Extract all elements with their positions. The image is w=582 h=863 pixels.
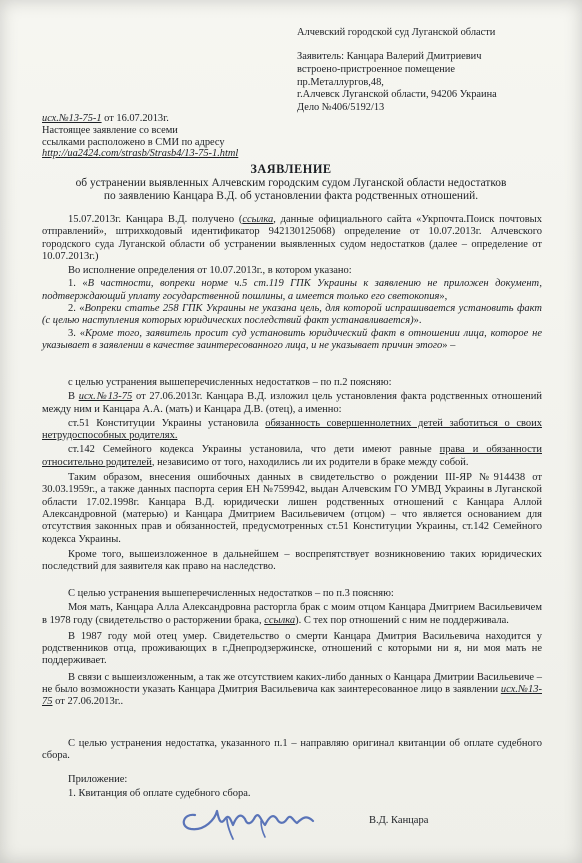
text: », — [439, 290, 448, 302]
text: В — [68, 391, 79, 403]
media-url-link[interactable]: http://ua2424.com/strasb/Strasb4/13-75-1.html — [42, 148, 239, 160]
paragraph-divorce — [42, 602, 542, 627]
paragraph-father-death: В 1987 году мой отец умер. Свидетельство о смерти Канцара Дмитрия Васильевича находится у родственников отца, проживающих в г.Днепродзержинске, отношений с которыми ни я, ни моя мать не поддерживает. — [42, 630, 542, 667]
quote-text: Кроме того, заявитель просит суд установить юридический факт в отношении лица, которое не указывает в заявлении в качестве заинтересованного лица, и не указывает причин этого — [42, 327, 543, 351]
note-line-3: ссылками расположено в СМИ по адресу — [42, 136, 225, 148]
link-outgoing-13-75[interactable]: исх.№13-75 — [78, 391, 133, 403]
applicant-address-line-3: г.Алчевск Луганской области, 94206 Украина — [297, 89, 497, 101]
text: 15.07.2013г. Канцара В.Д. получено ( — [68, 214, 243, 225]
text: Моя мать, Канцара Алла Александровна расторгла брак с моим отцом Канцара Дмитрием Васильевичем в 1978 году (свидетельство о расторжении брака, — [42, 602, 542, 626]
paragraph-family-code-art-142 — [42, 444, 542, 469]
attachments-title: Приложение: — [68, 774, 128, 785]
applicant-block — [297, 51, 497, 115]
court-name — [297, 27, 495, 40]
text: 2. « — [68, 303, 85, 315]
quote-3 — [42, 328, 542, 353]
paragraph-consequences: Таким образом, внесения ошибочных данных в свидетельство о рождении III-ЯР №914438 от 30.03.1959г., а также данных паспорта серия ЕН №759942, выдан Алчевским ГО УМВД Украины в Луганской области 17.02.1998г. Канцара В.Д. юридически лишен родственных отношений с Канцара Аллой Александровной (матерью) и Канцара Дмитрием Васильевичем (отцом) – что является основанием для отсутствия законных прав и обязанностей, предусмотренных ст.51 Конституции Украины, ст.142 Семейного кодекса Украины. — [42, 472, 542, 545]
text: ст.51 Конституции Украины установила — [68, 417, 266, 429]
underlined-text: права и обязанности относительно родителей — [42, 444, 542, 468]
paragraph-received — [42, 214, 542, 263]
text: , независимо от того, находились ли их родители в браке между собой. — [151, 456, 469, 468]
body-section-2 — [42, 377, 542, 573]
note-line-2: Настоящее заявление со всеми — [42, 124, 178, 136]
link-postal-tracking[interactable]: ссылка — [242, 214, 274, 225]
outgoing-reference-note — [42, 113, 238, 160]
paragraph-point-3-intro: С целью устранения вышеперечисленных недостатков – по п.3 поясняю: — [68, 588, 394, 599]
text: 1. « — [68, 278, 88, 290]
body-section-3 — [42, 588, 542, 709]
paragraph-no-data — [42, 672, 542, 709]
paragraph-purpose — [42, 391, 542, 416]
paragraph-constitution-art-51 — [42, 418, 542, 443]
paragraph-point-1: С целью устранения недостатка, указанного п.1 – направляю оригинал квитанции об оплате судебного сбора. — [42, 738, 542, 762]
quote-text: Вопреки статье 258 ГПК Украины не указана цель, для которой испрашивается установить факт (с целью наступления которых юридических последствий факт устанавливается) — [42, 303, 543, 327]
document-subtitle — [0, 177, 582, 203]
applicant-address-line-1: встроено-пристроенное помещение — [297, 63, 455, 75]
text: от 27.06.2013г.. — [52, 696, 124, 708]
text: ). С тех пор отношений с ним не поддерживала. — [295, 614, 509, 626]
text: ». — [413, 315, 422, 327]
link-outgoing-13-75-second[interactable]: исх.№13-75 — [42, 684, 542, 708]
subtitle-line-2: по заявлению Канцара В.Д. об установлении факта родственных отношений. — [103, 189, 479, 202]
applicant-address-line-2: пр.Металлургов,48, — [297, 76, 384, 88]
text: 3. « — [68, 327, 85, 339]
text: , данные официального сайта «Укрпочта.Поиск почтовых отправлений», штрихкодовый идентификатор 942130125068) определение от 10.07.2013г. Алчевского городского суда Луганской области об устранении выявленных судом недостатков (далее – определение от 10.07.2013г.) — [42, 214, 542, 262]
outgoing-reference-date: от 16.07.2013г. — [101, 113, 169, 124]
text: ст.142 Семейного кодекса Украины установила, что дети имеют равные — [68, 444, 440, 456]
signatory-name: В.Д. Канцара — [369, 815, 429, 826]
attachment-item-1: 1. Квитанция об оплате судебного сбора. — [68, 788, 251, 800]
court-name-text: Алчевский городской суд Луганской области — [297, 27, 496, 38]
document-title: ЗАЯВЛЕНИЕ — [250, 162, 332, 176]
underlined-text: обязанность совершеннолетних детей заботиться о своих нетрудоспособных родителях. — [42, 417, 542, 442]
handwritten-signature — [175, 795, 345, 843]
subtitle-line-1: об устранении выявленных Алчевским городским судом Луганской области недостатков — [75, 177, 507, 189]
outgoing-reference-link[interactable]: исх.№13-75-1 — [42, 113, 102, 124]
body-section-1 — [42, 214, 542, 352]
body-section-4 — [42, 738, 542, 763]
case-number: Дело №406/5192/13 — [297, 102, 385, 114]
quote-2 — [42, 303, 542, 328]
applicant-name: Заявитель: Канцара Валерий Дмитриевич — [297, 51, 482, 62]
link-divorce-certificate[interactable]: ссылка — [264, 614, 296, 626]
text: от 27.06.2013г. Канцара В.Д. изложил цель установления факта родственных отношений между ним и Канцара А.А. (мать) и Канцара Д.В. (отец), а именно: — [42, 391, 542, 415]
paragraph-point-2-intro: с целью устранения вышеперечисленных недостатков – по п.2 поясняю: — [68, 377, 392, 388]
text: В связи с вышеизложенным, а так же отсутствием каких-либо данных о Канцара Дмитрии Васильевиче – не было возможности указать Канцара Дмитрия Васильевича как заинтересованное лицо в заявлении — [42, 671, 542, 696]
paragraph-execution: Во исполнение определения от 10.07.2013г., в котором указано: — [68, 265, 352, 277]
text: » – — [442, 339, 456, 351]
quote-1 — [42, 278, 542, 303]
quote-text: В частности, вопреки норме ч.5 ст.119 ГПК Украины к заявлению не приложен документ, подтверждающий уплату государственной пошлины, а имеется только его светокопия — [42, 278, 542, 302]
paragraph-inheritance: Кроме того, вышеизложенное в дальнейшем – воспрепятствует возникновению таких юридических последствий для заявителя как право на наследство. — [42, 548, 542, 573]
